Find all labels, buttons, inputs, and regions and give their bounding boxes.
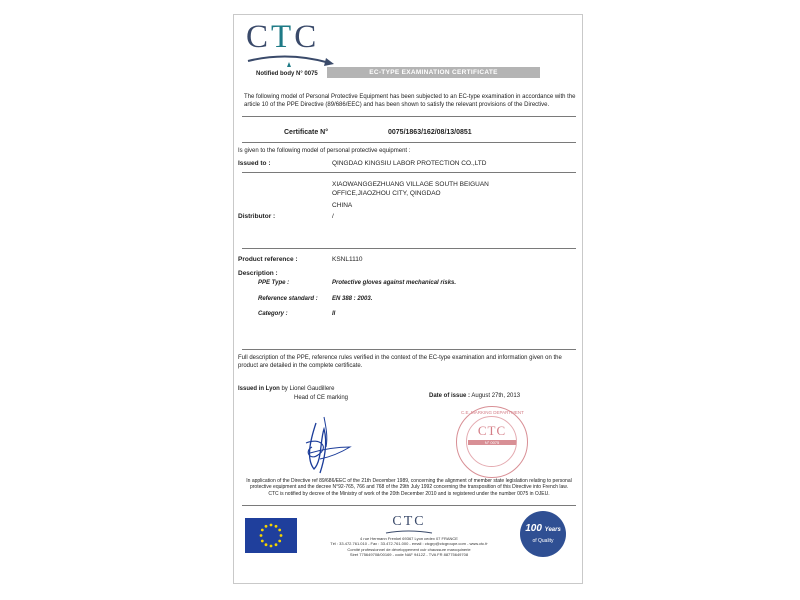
footer-siret: Siret 775649708/00169 - code NAF 9412Z - TVA FR 88775649708 [349, 552, 469, 558]
product-reference-label: Product reference : [238, 256, 298, 263]
handwritten-signature [290, 403, 370, 477]
product-reference-value: KSNL1110 [332, 256, 363, 263]
divider [242, 505, 576, 506]
certificate-title-banner: EC-TYPE EXAMINATION CERTIFICATE [327, 67, 540, 78]
reference-standard-value: EN 388 : 2003. [332, 296, 373, 302]
issued-to-company: QINGDAO KINGSIU LABOR PROTECTION CO.,LTD [332, 160, 487, 167]
stamp-ctc-text: CTC [477, 423, 507, 438]
issued-in-city: Issued in Lyon [238, 386, 280, 392]
ctc-swoosh-icon [242, 49, 338, 71]
signer-position: Head of CE marking [294, 395, 349, 401]
ppe-type-value: Protective gloves against mechanical risks. [332, 280, 457, 286]
eu-flag-icon [245, 518, 297, 553]
footer-phone: Tél : 33.472.761.010 - Fax : 33.472.761.000 - email : ctcgrp@ctcgroupe.com - www.ctc.fr [330, 541, 488, 547]
issued-to-address-line2: OFFICE,JIAOZHOU CITY, QINGDAO [332, 190, 441, 197]
certificate-number: 0075/1863/162/08/13/0851 [388, 129, 472, 136]
footer-address-block [304, 536, 514, 558]
badge-years: Years [544, 527, 561, 533]
ppe-type-label: PPE Type : [258, 280, 290, 286]
issued-in [238, 386, 335, 394]
legal-text [238, 478, 580, 497]
divider [242, 248, 576, 249]
issued-to-label: Issued to : [238, 160, 271, 167]
issued-to-country: CHINA [332, 202, 353, 209]
footer-ctc-logo: CTC [392, 514, 426, 529]
date-of-issue [429, 393, 520, 401]
full-description-line1: Full description of the PPE, reference rules verified in the context of the EC-type examination and information given on the [238, 355, 562, 361]
divider [242, 172, 576, 173]
notified-body-number: Notified body N° 0075 [256, 71, 318, 77]
ctc-logo: CTC [242, 19, 338, 79]
legal-line-3: CTC is notified by decree of the Ministry of work of the 20th December 2010 and is registered under the number 0075 in OJEU. [268, 490, 550, 497]
certificate-document [233, 14, 583, 584]
category-value: II [332, 311, 336, 317]
issued-to-address-line1: XIAOWANGGEZHUANG VILLAGE SOUTH BEIGUAN [332, 181, 489, 188]
divider [242, 142, 576, 143]
reference-standard-label: Reference standard : [258, 296, 318, 302]
footer-address: 4 rue Hermann Frenkel 69367 Lyon cedex 07 FRANCE [360, 536, 458, 541]
date-of-issue-value: August 27th, 2013 [471, 393, 521, 399]
footer-swoosh-icon [384, 529, 434, 535]
category-label: Category : [258, 311, 288, 317]
stamp-number: N° 0075 [468, 440, 516, 445]
given-to-line: Is given to the following model of personal protective equipment : [238, 148, 411, 154]
divider [242, 349, 576, 350]
distributor-value: / [332, 213, 334, 220]
legal-line-2: protective equipment and the decree N°92-765, 766 and 768 of the 29th July 1992 concerning the transposition of this Directive into French law. [249, 484, 569, 491]
ce-marking-department-stamp [456, 406, 528, 478]
footer-committee: Comité professionnel de développement cuir chaussure maroquinerie [347, 546, 471, 552]
divider [242, 116, 576, 117]
date-of-issue-label: Date of issue : [429, 393, 471, 399]
description-label: Description : [238, 270, 278, 277]
badge-number: 100 [525, 523, 542, 534]
hundred-years-quality-badge [520, 511, 566, 557]
stamp-text: C.E. MARKING DEPARTMENT [461, 410, 524, 415]
distributor-label: Distributor : [238, 213, 276, 220]
full-description-line2: product are detailed in the complete certificate. [238, 363, 363, 369]
intro-paragraph: The following model of Personal Protective Equipment has been subjected to an EC-type examination in accordance with the article 10 of the PPE Directive (89/686/EEC) and has been shown to satisfy the relevant provisions of the Directive. [244, 94, 576, 108]
legal-line-1: In application of the Directive ref 89/686/EEC of the 21th December 1989, concerning the alignment of member state legislation relating to personal [246, 478, 572, 484]
issued-by-name: by Lionel Gaudillere [279, 386, 335, 392]
certificate-number-label: Certificate N° [284, 129, 329, 136]
badge-subtext: of Quality [532, 538, 554, 544]
